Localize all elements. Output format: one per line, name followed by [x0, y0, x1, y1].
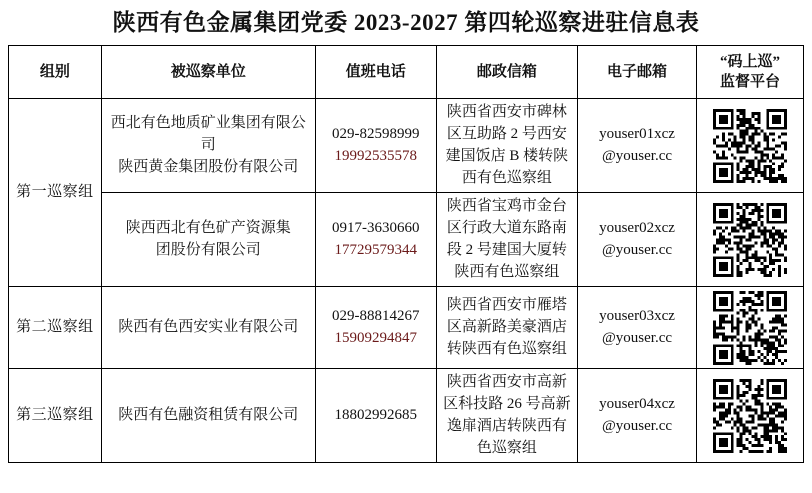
email-line-1: youser02xcz: [599, 220, 675, 237]
email-line-2: @youser.cc: [601, 241, 673, 258]
email-line-1: youser03xcz: [599, 308, 675, 325]
table-row: [9, 369, 804, 463]
table-header-row: [9, 46, 804, 99]
header-mailbox: 邮政信箱: [436, 46, 577, 99]
cell-phone: [315, 287, 436, 369]
cell-unit: [101, 99, 315, 193]
table-row: [9, 99, 804, 193]
qr-code-icon[interactable]: [713, 203, 787, 277]
cell-qr-code[interactable]: [697, 369, 804, 463]
qr-code-icon[interactable]: [713, 291, 787, 365]
email-line-2: @youser.cc: [601, 417, 673, 434]
cell-unit: [101, 287, 315, 369]
cell-email: [577, 369, 696, 463]
qr-code-icon[interactable]: [713, 109, 787, 183]
phone-secondary: 17729579344: [334, 241, 417, 258]
email-line-2: @youser.cc: [601, 329, 673, 346]
phone-primary: 029-88814267: [331, 308, 420, 325]
phone-secondary: 19992535578: [334, 147, 417, 164]
cell-group: 第一巡察组: [9, 99, 102, 287]
phone-secondary: 15909294847: [334, 329, 417, 346]
cell-phone: [315, 193, 436, 287]
cell-mailbox: 陕西省宝鸡市金台区行政大道东路南段 2 号建国大厦转陕西有色巡察组: [436, 193, 577, 287]
cell-qr-code[interactable]: [697, 193, 804, 287]
cell-unit: [101, 193, 315, 287]
cell-unit: [101, 369, 315, 463]
cell-group: 第三巡察组: [9, 369, 102, 463]
unit-line-1: 西北有色地质矿业集团有限公司: [110, 115, 306, 154]
cell-group: 第二巡察组: [9, 287, 102, 369]
header-qr-line1: “码上巡”: [720, 54, 781, 71]
email-line-2: @youser.cc: [601, 147, 673, 164]
cell-qr-code[interactable]: [697, 287, 804, 369]
phone-primary: 18802992685: [334, 407, 417, 424]
cell-email: [577, 193, 696, 287]
cell-mailbox: 陕西省西安市碑林区互助路 2 号西安建国饭店 B 楼转陕西有色巡察组: [436, 99, 577, 193]
header-group: 组别: [9, 46, 102, 99]
cell-email: [577, 287, 696, 369]
phone-primary: 0917-3630660: [331, 220, 420, 237]
unit-line-1: 陕西西北有色矿产资源集: [125, 220, 291, 237]
header-qr-line2: 监督平台: [720, 74, 781, 91]
cell-phone: [315, 99, 436, 193]
email-line-1: youser01xcz: [599, 126, 675, 143]
email-line-1: youser04xcz: [599, 396, 675, 413]
cell-mailbox: 陕西省西安市高新区科技路 26 号高新逸扉酒店转陕西有色巡察组: [436, 369, 577, 463]
header-qr-platform: [697, 46, 804, 99]
unit-line-1: 陕西有色融资租赁有限公司: [118, 407, 299, 424]
table-row: [9, 287, 804, 369]
page-title: 陕西有色金属集团党委 2023-2027 第四轮巡察进驻信息表: [112, 10, 700, 35]
header-unit: 被巡察单位: [101, 46, 315, 99]
cell-phone: [315, 369, 436, 463]
unit-line-2: 陕西黄金集团股份有限公司: [118, 158, 299, 175]
unit-line-2: 团股份有限公司: [155, 241, 261, 258]
cell-mailbox: 陕西省西安市雁塔区高新路美豪酒店转陕西有色巡察组: [436, 287, 577, 369]
header-phone: 值班电话: [315, 46, 436, 99]
unit-line-1: 陕西有色西安实业有限公司: [118, 319, 299, 336]
inspection-info-table: [8, 45, 804, 463]
qr-code-icon[interactable]: [713, 379, 787, 453]
header-email: 电子邮箱: [577, 46, 696, 99]
cell-qr-code[interactable]: [697, 99, 804, 193]
phone-primary: 029-82598999: [331, 126, 420, 143]
cell-email: [577, 99, 696, 193]
table-row: [9, 193, 804, 287]
